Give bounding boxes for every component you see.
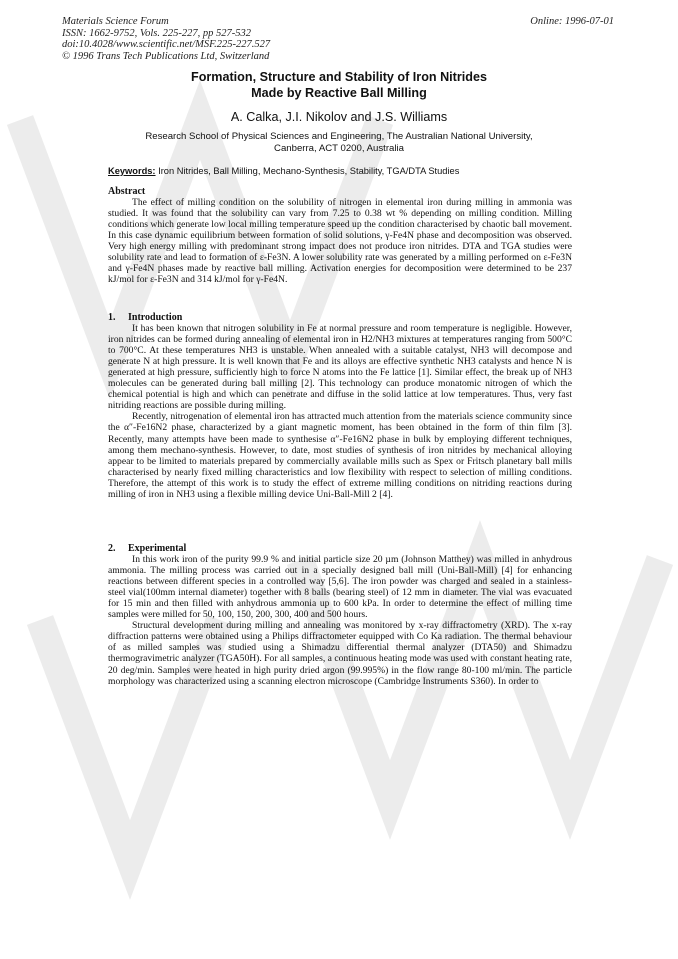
abstract-text: The effect of milling condition on the solubility of nitrogen in elemental iron during milling in ammonia was studied. It was found that the solubility can vary from 7.25 to 0.38 wt % depending on milling condition. Milling conditions which generate low local milling temperature speed up the condition characterised by chaotic ball movement. In this case dynamic equilibrium between formation of solid solutions, γ-Fe4N phase and decomposition was observed. Very high energy milling with predominant strong impact does not produce iron nitrides. DTA and TGA studies were solubility rate and lead to formation of ε-Fe3N. A lower solubility rate was generated by a milling performed on ε-Fe3N and γ-Fe4N phases made by reactive ball milling. Activation energies for decomposition were determined to be 237 kJ/mol for ε-Fe3N and 314 kJ/mol for γ-Fe4N. <box>108 197 572 286</box>
introduction-heading <box>108 312 572 323</box>
experimental-heading <box>108 543 572 554</box>
copyright-line: © 1996 Trans Tech Publications Ltd, Switzerland <box>62 50 270 62</box>
paper-title <box>0 69 678 101</box>
doi-line: doi:10.4028/www.scientific.net/MSF.225-227.527 <box>62 39 271 51</box>
experimental-paragraph-2: Structural development during milling and annealing was monitored by x-ray diffractometry (XRD). The x-ray diffraction patterns were obtained using a Philips diffractometer equipped with Co Ka radiation. The thermal behaviour of as milled samples was studied using a Shimadzu differential thermal analyzer (DTA50) and Shimadzu thermogravimetric analyzer (TGA50H). For all samples, a continuous heating mode was used with constant heating rate, 20 deg/min. Samples were heated in high purity dried argon (99.995%) in the flow range 80-100 ml/min. The particle morphology was characterized using a scanning electron microscope (Cambridge Instruments S360). In order to <box>108 620 572 687</box>
title-line-1: Formation, Structure and Stability of Iron Nitrides <box>191 70 487 84</box>
section-title: Experimental <box>128 543 187 554</box>
section-number: 1. <box>108 312 116 323</box>
journal-header <box>62 16 270 62</box>
affiliation-line-2: Canberra, ACT 0200, Australia <box>274 143 404 155</box>
title-line-2: Made by Reactive Ball Milling <box>251 86 427 100</box>
experimental-paragraph-1: In this work iron of the purity 99.9 % and initial particle size 20 µm (Johnson Matthey) was milled in anhydrous ammonia. The milling process was carried out in a specially designed ball mill (Uni-Ball-Mill) [4] for enhancing reactions between different species in a controlled way [5,6]. The iron powder was charged and sealed in a stainless-steel vial(100mm internal diameter) together with 8 balls (bearing steel) of 12 mm in diameter. The vial was evacuated for 15 min and then filled with anhydrous ammonia up to 600 kPa. In order to determine the effect of milling time samples were milled for 50, 100, 150, 200, 300, 400 and 500 hours. <box>108 554 572 621</box>
issn-line: ISSN: 1662-9752, Vols. 225-227, pp 527-532 <box>62 27 251 39</box>
section-title: Introduction <box>128 312 183 323</box>
online-date: Online: 1996-07-01 <box>530 16 614 27</box>
intro-paragraph-1: It has been known that nitrogen solubility in Fe at normal pressure and room temperature is negligible. However, iron nitrides can be formed during annealing of elemental iron in H2/NH3 mixtures at temperatures ranging from 500°C to 700°C. At these temperatures NH3 is unstable. When annealed with a suitable catalyst, NH3 will decompose and generate N at high pressure. It is well known that Fe and its alloys are effective synthetic NH3 catalysts and hence N is generated at high pressure, sufficiently high to force N atoms into the Fe lattice [1]. Similar effect, the break up of NH3 molecules can be generated during ball milling [2]. This technology can produce monatomic nitrogen of which the chemical potential is high and which can penetrate and diffuse in the solid lattice at low temperatures. Thus, very fast nitriding reactions are possible during milling. <box>108 323 572 412</box>
abstract-heading: Abstract <box>108 186 146 197</box>
affiliation <box>90 131 588 156</box>
intro-paragraph-2: Recently, nitrogenation of elemental iron has attracted much attention from the materials science community since the α″-Fe16N2 phase, characterized by a giant magnetic moment, has been obtained in the form of thin film [3]. Recently, many attempts have been made to synthesise α″-Fe16N2 phase in bulk by employing different techniques, among them mechano-synthesis. However, to date, most studies of synthesis of iron nitrides by mechanical alloying appear to be limited to materials prepared by commercially available mills such as Spex or Fritsch planetary ball mills characterised by nearly fixed milling characteristics and low flexibility with respect to selection of milling conditions. Therefore, the attempt of this work is to study the effect of extreme milling conditions on nitriding reactions during milling of iron in NH3 using a flexible milling device Uni-Ball-Mill 2 [4]. <box>108 411 572 500</box>
abstract-section <box>108 186 572 285</box>
introduction-section <box>108 312 572 500</box>
keywords <box>108 166 459 176</box>
experimental-section <box>108 543 572 687</box>
journal-name: Materials Science Forum <box>62 16 169 27</box>
authors: A. Calka, J.I. Nikolov and J.S. Williams <box>230 110 448 124</box>
keywords-label: Keywords: <box>108 166 156 176</box>
keywords-text: Iron Nitrides, Ball Milling, Mechano-Synthesis, Stability, TGA/DTA Studies <box>155 166 460 176</box>
section-number: 2. <box>108 543 116 554</box>
affiliation-line-1: Research School of Physical Sciences and Engineering, The Australian National University, <box>145 131 533 142</box>
